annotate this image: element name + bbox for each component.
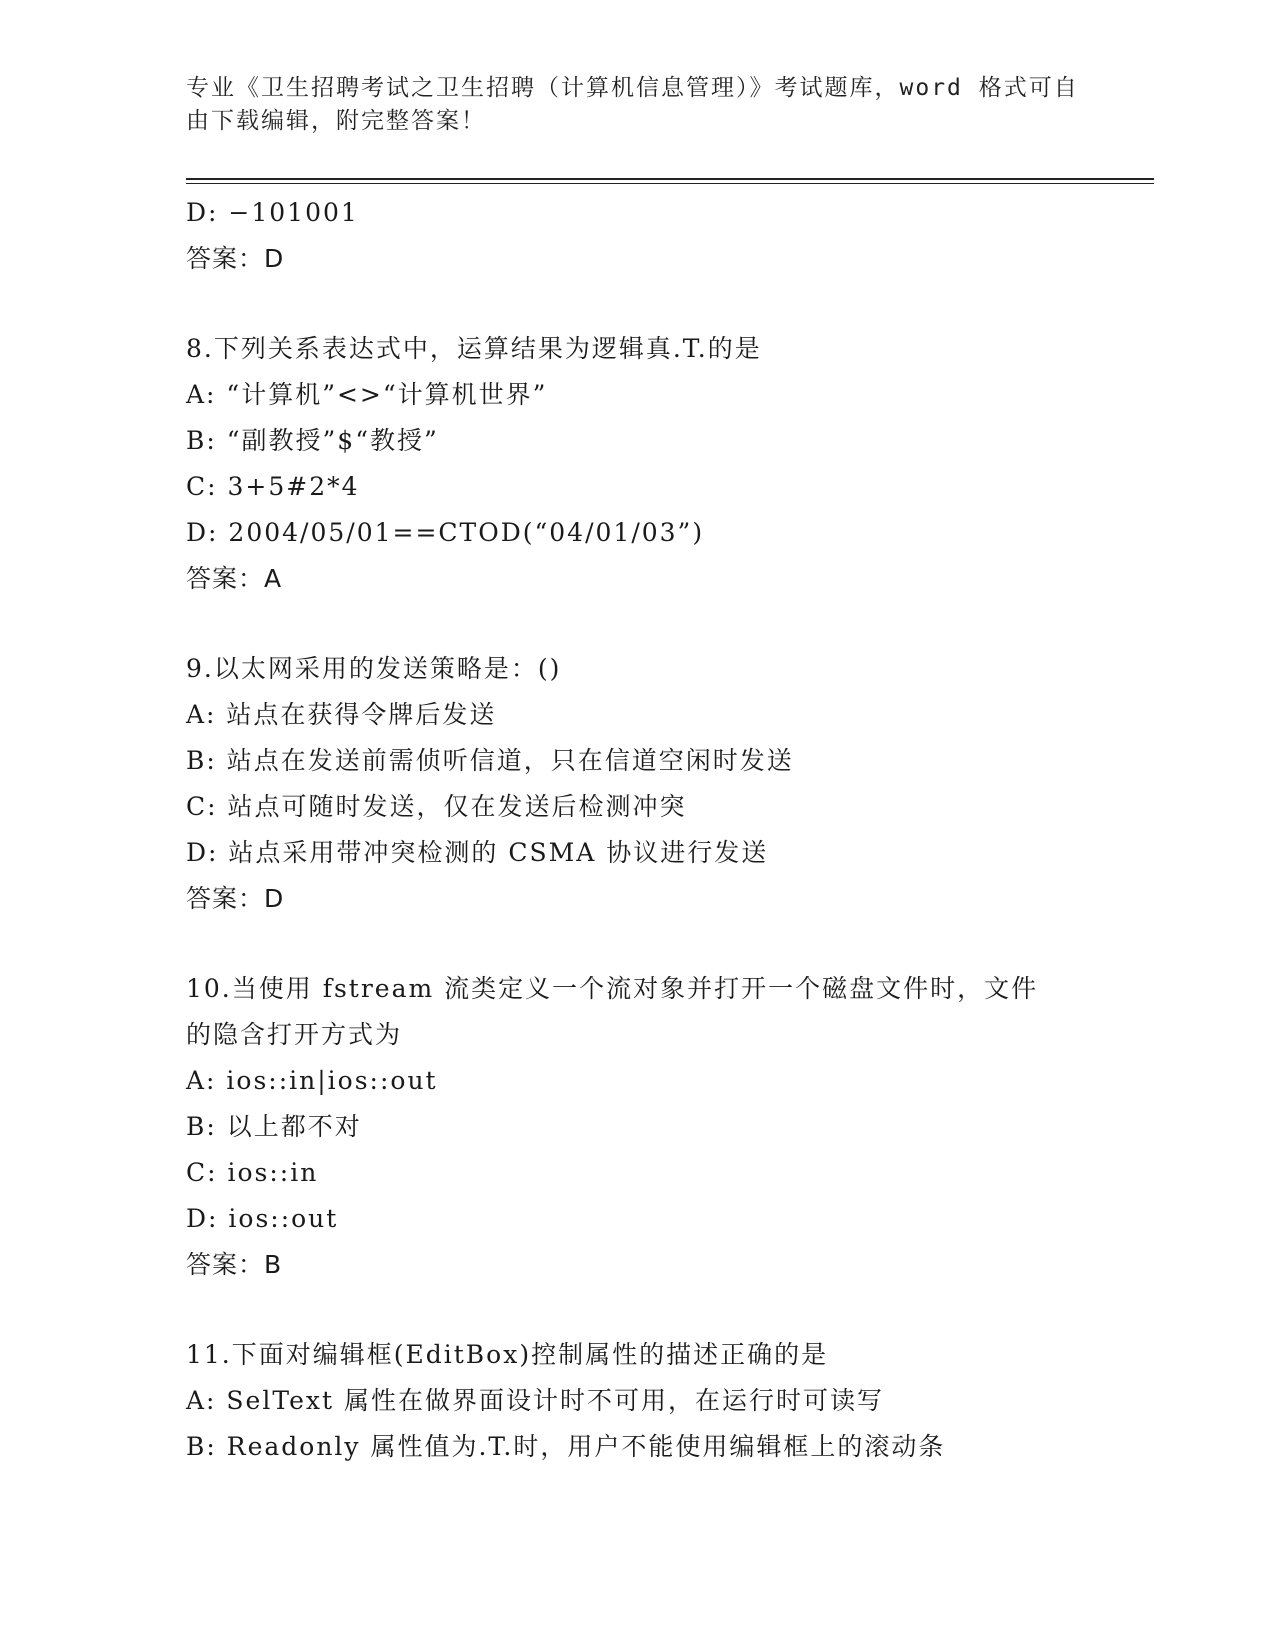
answer-label: 答案：D xyxy=(186,884,285,913)
option-b: B: 以上都不对 xyxy=(186,1112,362,1141)
question-11 xyxy=(186,1332,1154,1470)
question-stem: 11.下面对编辑框(EditBox)控制属性的描述正确的是 xyxy=(186,1340,829,1369)
option-a: A: ios::in|ios::out xyxy=(186,1066,438,1095)
option-d: D: 站点采用带冲突检测的 CSMA 协议进行发送 xyxy=(186,838,769,867)
spacer xyxy=(186,602,1154,646)
option-a: A: SelText 属性在做界面设计时不可用，在运行时可读写 xyxy=(186,1386,884,1415)
option-c: C: 3+5#2*4 xyxy=(186,472,360,501)
question-stem-line-1: 10.当使用 fstream 流类定义一个流对象并打开一个磁盘文件时，文件 xyxy=(186,974,1039,1003)
question-7-tail xyxy=(186,190,1154,282)
question-list xyxy=(186,190,1154,1470)
question-9 xyxy=(186,646,1154,922)
option-b: B: “副教授”$“教授” xyxy=(186,426,439,455)
header-line-1: 专业《卫生招聘考试之卫生招聘（计算机信息管理）》考试题库，word 格式可自 xyxy=(186,75,1079,101)
answer-label: 答案：A xyxy=(186,564,283,593)
option-a: A: “计算机”<>“计算机世界” xyxy=(186,380,548,409)
option-b: B: Readonly 属性值为.T.时，用户不能使用编辑框上的滚动条 xyxy=(186,1432,946,1461)
spacer xyxy=(186,282,1154,326)
answer-label: 答案：D xyxy=(186,244,285,273)
option-c: C: 站点可随时发送，仅在发送后检测冲突 xyxy=(186,792,687,821)
option-b: B: 站点在发送前需侦听信道，只在信道空闲时发送 xyxy=(186,746,794,775)
header-rule-thick xyxy=(186,178,1154,180)
question-8 xyxy=(186,326,1154,602)
option-d: D: 2004/05/01==CTOD(“04/01/03”) xyxy=(186,518,705,547)
question-10 xyxy=(186,966,1154,1288)
question-stem: 9.以太网采用的发送策略是：() xyxy=(186,654,562,683)
option-d: D: ios::out xyxy=(186,1204,339,1233)
answer-label: 答案：B xyxy=(186,1250,283,1279)
header-line-2: 由下载编辑，附完整答案！ xyxy=(186,108,486,134)
question-stem: 8.下列关系表达式中，运算结果为逻辑真.T.的是 xyxy=(186,334,762,363)
spacer xyxy=(186,1288,1154,1332)
question-stem-line-2: 的隐含打开方式为 xyxy=(186,1020,403,1049)
header-rule-thin xyxy=(186,183,1154,184)
document-header xyxy=(186,72,1086,138)
option-c: C: ios::in xyxy=(186,1158,319,1187)
option-d: D: −101001 xyxy=(186,198,359,227)
spacer xyxy=(186,922,1154,966)
option-a: A: 站点在获得令牌后发送 xyxy=(186,700,497,729)
